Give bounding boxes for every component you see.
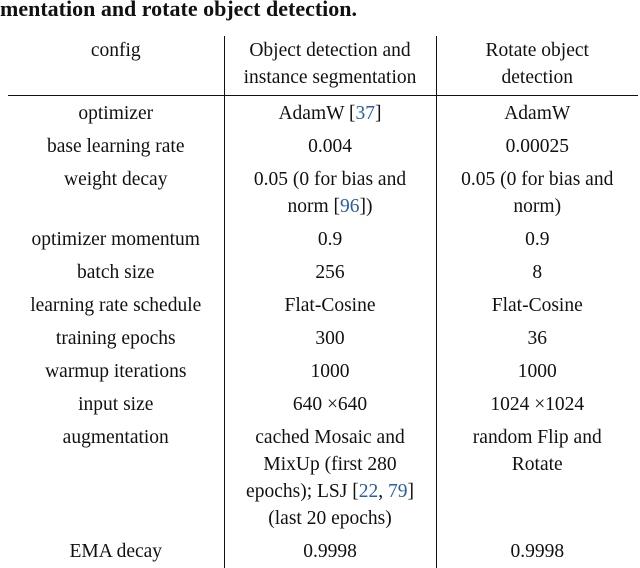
table-row (8, 535, 638, 568)
header-row (8, 36, 638, 96)
config-cell: input size (8, 388, 224, 421)
value-cell: 0.9 (525, 229, 550, 250)
config-cell: optimizer momentum (8, 223, 224, 256)
value-cell: 0.9998 (224, 535, 436, 568)
citation-link[interactable]: 22 (358, 481, 379, 502)
table-row (8, 355, 638, 388)
table-row (8, 322, 638, 355)
value-cell: 1024 ×1024 (490, 394, 585, 415)
config-cell: batch size (8, 256, 224, 289)
value-cell: Flat-Cosine (491, 295, 583, 316)
table-row (8, 223, 638, 256)
config-cell: base learning rate (8, 130, 224, 163)
table-row (8, 130, 638, 163)
table-row (8, 289, 638, 322)
value-cell: 0.004 (224, 130, 436, 163)
citation-link[interactable]: 79 (387, 481, 408, 502)
value-cell: 0.9998 (510, 541, 565, 562)
value-cell: 8 (532, 262, 543, 283)
value-cell: AdamW (504, 103, 571, 124)
table-row (8, 388, 638, 421)
value-cell: 1000 (224, 355, 436, 388)
value-cell: 640 ×640 (224, 388, 436, 421)
value-cell: cached Mosaic and MixUp (first 280 epochs); LSJ [22, 79] (last 20 epochs) (224, 421, 436, 535)
value-cell: 256 (224, 256, 436, 289)
header-config: config (8, 36, 224, 96)
config-cell: augmentation (8, 421, 224, 535)
config-table (8, 36, 638, 568)
value-cell: 0.05 (0 for bias and norm) (461, 169, 614, 217)
header-object-detection: Object detection and instance segmentation (224, 36, 436, 96)
value-cell: 0.05 (0 for bias and norm [96]) (224, 163, 436, 223)
config-cell: training epochs (8, 322, 224, 355)
table-row (8, 96, 638, 131)
config-cell: optimizer (8, 96, 224, 131)
value-cell: AdamW [37] (224, 96, 436, 131)
header-rotate-detection: Rotate object detection (485, 40, 589, 88)
table-row (8, 256, 638, 289)
value-cell: 0.9 (224, 223, 436, 256)
config-cell: EMA decay (8, 535, 224, 568)
value-cell: 36 (527, 328, 547, 349)
config-cell: weight decay (8, 163, 224, 223)
table-caption: mentation and rotate object detection. (0, 0, 358, 21)
citation-link[interactable]: 96 (340, 196, 360, 217)
value-cell: random Flip and Rotate (472, 427, 602, 475)
value-cell: 1000 (517, 361, 557, 382)
table-row (8, 163, 638, 223)
table-row (8, 421, 638, 535)
config-cell: learning rate schedule (8, 289, 224, 322)
value-cell: 0.00025 (505, 136, 569, 157)
config-cell: warmup iterations (8, 355, 224, 388)
value-cell: Flat-Cosine (224, 289, 436, 322)
value-cell: 300 (224, 322, 436, 355)
citation-link[interactable]: 37 (355, 103, 376, 124)
